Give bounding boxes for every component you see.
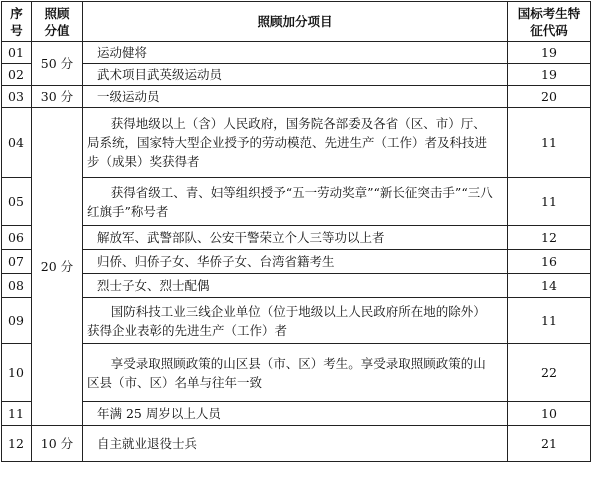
table-row bbox=[2, 344, 591, 402]
score-cell: 50 分 bbox=[32, 42, 83, 86]
table-row bbox=[2, 108, 591, 178]
row-number: 07 bbox=[2, 250, 32, 274]
code-cell: 21 bbox=[508, 426, 591, 462]
code-cell: 19 bbox=[508, 64, 591, 86]
item-cell: 运动健将 bbox=[83, 42, 508, 64]
item-cell: 获得省级工、青、妇等组织授予“五一劳动奖章”“新长征突击手”“三八红旗手”称号者 bbox=[83, 178, 508, 226]
item-cell: 一级运动员 bbox=[83, 86, 508, 108]
row-number: 05 bbox=[2, 178, 32, 226]
item-cell: 武术项目武英级运动员 bbox=[83, 64, 508, 86]
bonus-points-table bbox=[1, 1, 591, 462]
code-cell: 16 bbox=[508, 250, 591, 274]
table-row bbox=[2, 274, 591, 298]
item-cell: 享受录取照顾政策的山区县（市、区）考生。享受录取照顾政策的山区县（市、区）名单与往年一致 bbox=[83, 344, 508, 402]
table-row bbox=[2, 298, 591, 344]
score-cell: 10 分 bbox=[32, 426, 83, 462]
code-cell: 12 bbox=[508, 226, 591, 250]
header-row bbox=[2, 2, 591, 42]
code-cell: 19 bbox=[508, 42, 591, 64]
code-cell: 11 bbox=[508, 298, 591, 344]
item-cell: 年满 25 周岁以上人员 bbox=[83, 402, 508, 426]
code-cell: 11 bbox=[508, 178, 591, 226]
item-cell: 自主就业退役士兵 bbox=[83, 426, 508, 462]
row-number: 10 bbox=[2, 344, 32, 402]
row-number: 12 bbox=[2, 426, 32, 462]
score-cell: 20 分 bbox=[32, 108, 83, 426]
table-row bbox=[2, 178, 591, 226]
table-row bbox=[2, 42, 591, 64]
header-no: 序号 bbox=[2, 2, 32, 42]
score-cell: 30 分 bbox=[32, 86, 83, 108]
row-number: 08 bbox=[2, 274, 32, 298]
item-cell: 解放军、武警部队、公安干警荣立个人三等功以上者 bbox=[83, 226, 508, 250]
table-row bbox=[2, 226, 591, 250]
header-item: 照顾加分项目 bbox=[83, 2, 508, 42]
row-number: 01 bbox=[2, 42, 32, 64]
table-row bbox=[2, 86, 591, 108]
table-row bbox=[2, 426, 591, 462]
table-row bbox=[2, 64, 591, 86]
table-row bbox=[2, 402, 591, 426]
code-cell: 22 bbox=[508, 344, 591, 402]
row-number: 04 bbox=[2, 108, 32, 178]
code-cell: 10 bbox=[508, 402, 591, 426]
row-number: 02 bbox=[2, 64, 32, 86]
row-number: 11 bbox=[2, 402, 32, 426]
code-cell: 14 bbox=[508, 274, 591, 298]
item-cell: 获得地级以上（含）人民政府，国务院各部委及各省（区、市）厅、局系统，国家特大型企业授予的劳动模范、先进生产（工作）者及科技进步（成果）奖获得者 bbox=[83, 108, 508, 178]
row-number: 06 bbox=[2, 226, 32, 250]
code-cell: 20 bbox=[508, 86, 591, 108]
code-cell: 11 bbox=[508, 108, 591, 178]
item-cell: 烈士子女、烈士配偶 bbox=[83, 274, 508, 298]
row-number: 09 bbox=[2, 298, 32, 344]
header-code: 国标考生特征代码 bbox=[508, 2, 591, 42]
item-cell: 国防科技工业三线企业单位（位于地级以上人民政府所在地的除外）获得企业表彰的先进生产（工作）者 bbox=[83, 298, 508, 344]
table-row bbox=[2, 250, 591, 274]
item-cell: 归侨、归侨子女、华侨子女、台湾省籍考生 bbox=[83, 250, 508, 274]
row-number: 03 bbox=[2, 86, 32, 108]
header-score: 照顾分值 bbox=[32, 2, 83, 42]
